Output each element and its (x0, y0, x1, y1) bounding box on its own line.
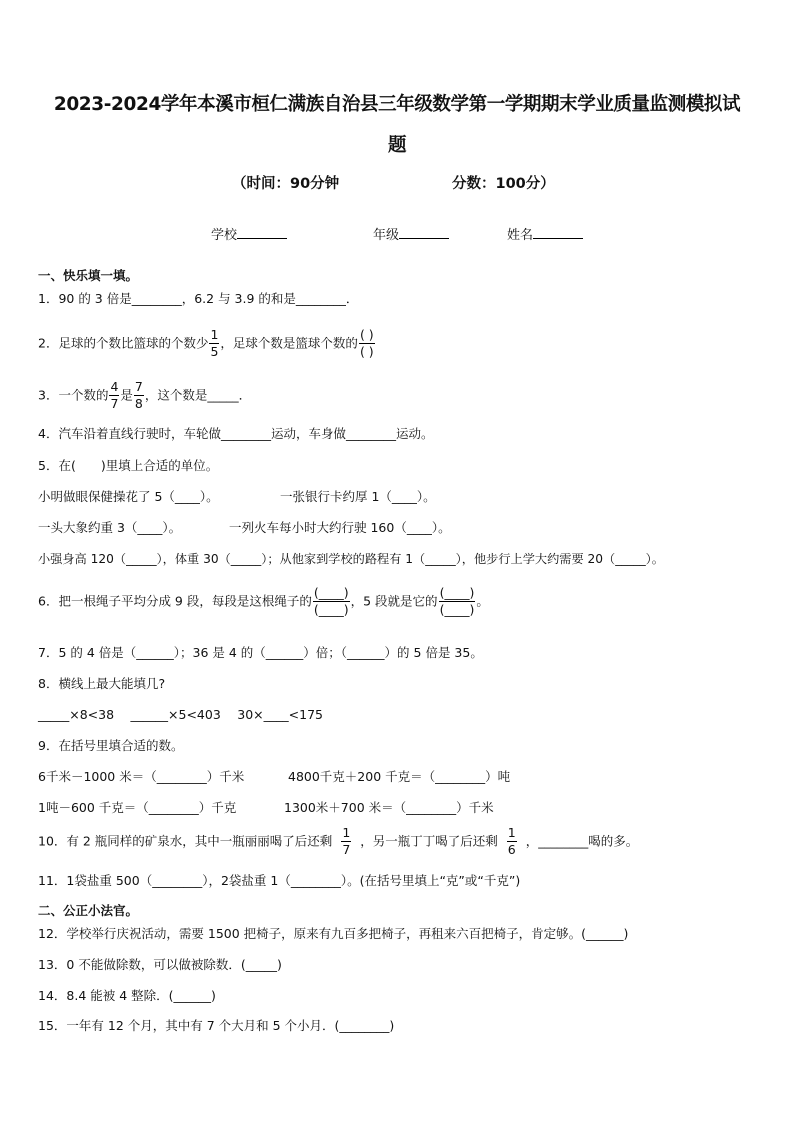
question-5-line-1b: 一张银行卡约厚 1（____）。 (280, 489, 436, 504)
question-9-line-1b: 4800千克＋200 千克＝（________）吨 (288, 769, 511, 784)
grade-field (373, 224, 449, 243)
question-9-line-2b: 1300米＋700 米＝（________）千米 (284, 800, 494, 815)
question-3-text-c: ，这个数是_____． (144, 387, 252, 403)
answer-fraction-blank[interactable]: $\frac{(\_\_\_\_)}{(\_\_\_\_)}$ (439, 585, 475, 618)
question-2 (38, 328, 376, 360)
question-12: 12．学校举行庆祝活动，需要 1500 把椅子，原来有九百多把椅子，再租来六百把椅子，肯定够。(______) (38, 926, 629, 941)
question-2-text-a: 2．足球的个数比篮球的个数少 (38, 335, 209, 351)
question-11: 11．1袋盐重 500（________），2袋盐重 1（________）。(在括号里填上“克”或“千克”) (38, 873, 521, 888)
name-blank[interactable] (533, 227, 583, 239)
question-6 (38, 586, 489, 618)
question-9: 9．在括号里填合适的数。 (38, 738, 184, 753)
question-5: 5．在( )里填上合适的单位。 (38, 458, 219, 473)
question-5-line-1a: 小明做眼保健操花了 5（____）。 (38, 489, 219, 504)
section-1-heading: 一、快乐填一填。 (38, 268, 139, 283)
question-6-text-c: 。 (476, 593, 489, 609)
question-2-text-b: ，足球个数是篮球个数的 (220, 335, 358, 351)
school-blank[interactable] (237, 227, 287, 239)
school-field (211, 224, 287, 243)
question-15: 15．一年有 12 个月，其中有 7 个大月和 5 个小月．(________) (38, 1018, 395, 1033)
question-10-text-a: 10．有 2 瓶同样的矿泉水，其中一瓶丽丽喝了后还剩 (38, 833, 333, 849)
school-label: 学校 (211, 228, 238, 243)
question-13: 13．0 不能做除数，可以做被除数．(_____) (38, 957, 282, 972)
exam-score: 分数：100分） (452, 176, 555, 192)
question-8: 8．横线上最大能填几? (38, 676, 166, 691)
question-14: 14．8.4 能被 4 整除．(______) (38, 988, 216, 1003)
question-1: 1．90 的 3 倍是________，6.2 与 3.9 的和是________． (38, 291, 359, 306)
section-2-heading: 二、公正小法官。 (38, 903, 139, 918)
question-10-text-c: ，________喝的多。 (525, 833, 639, 849)
page-title-line2: 题 (387, 135, 407, 156)
fraction: $\frac{1}{6}$ (507, 825, 516, 858)
question-4: 4．汽车沿着直线行驶时，车轮做________运动，车身做________运动。 (38, 426, 434, 441)
question-5-line-2b: 一列火车每小时大约行驶 160（____）。 (229, 520, 451, 535)
question-10-text-b: ，另一瓶丁丁喝了后还剩 (360, 833, 498, 849)
question-5-line-3: 小强身高 120（_____），体重 30（_____）；从他家到学校的路程有 1（_____），他步行上学大约需要 20（_____）。 (38, 552, 664, 566)
fraction: $\frac{1}{7}$ (342, 825, 351, 858)
grade-label: 年级 (373, 228, 400, 243)
grade-blank[interactable] (399, 227, 449, 239)
page-title-line1: 2023-2024学年本溪市桓仁满族自治县三年级数学第一学期期末学业质量监测模拟试 (53, 94, 741, 115)
question-8-line: _____×8<38 ______×5<403 30×____<175 (38, 707, 323, 722)
question-6-text-b: ，5 段就是它的 (350, 593, 438, 609)
question-9-line-1a: 6千米－1000 米＝（________）千米 (38, 769, 245, 784)
exam-time: （时间：90分钟 (232, 176, 340, 192)
question-7: 7．5 的 4 倍是（______）；36 是 4 的（______）倍；（______）的 5 倍是 35。 (38, 645, 483, 660)
answer-fraction-blank[interactable]: $\frac{(\_\_\_\_)}{(\_\_\_\_)}$ (313, 585, 349, 618)
question-10 (38, 826, 638, 858)
question-6-text-a: 6．把一根绳子平均分成 9 段，每段是这根绳子的 (38, 593, 312, 609)
answer-fraction-blank[interactable]: $\frac{( )}{( )}$ (359, 327, 374, 360)
question-3 (38, 380, 251, 412)
fraction: $\frac{7}{8}$ (134, 379, 143, 412)
question-9-line-2a: 1吨－600 千克＝（________）千克 (38, 800, 237, 815)
fraction: $\frac{4}{7}$ (110, 379, 119, 412)
name-label: 姓名 (507, 228, 534, 243)
question-5-line-2a: 一头大象约重 3（____）。 (38, 520, 182, 535)
question-3-text-a: 3．一个数的 (38, 387, 109, 403)
question-3-text-b: 是 (120, 387, 133, 403)
name-field (507, 224, 583, 243)
fraction: $\frac{1}{5}$ (210, 327, 219, 360)
